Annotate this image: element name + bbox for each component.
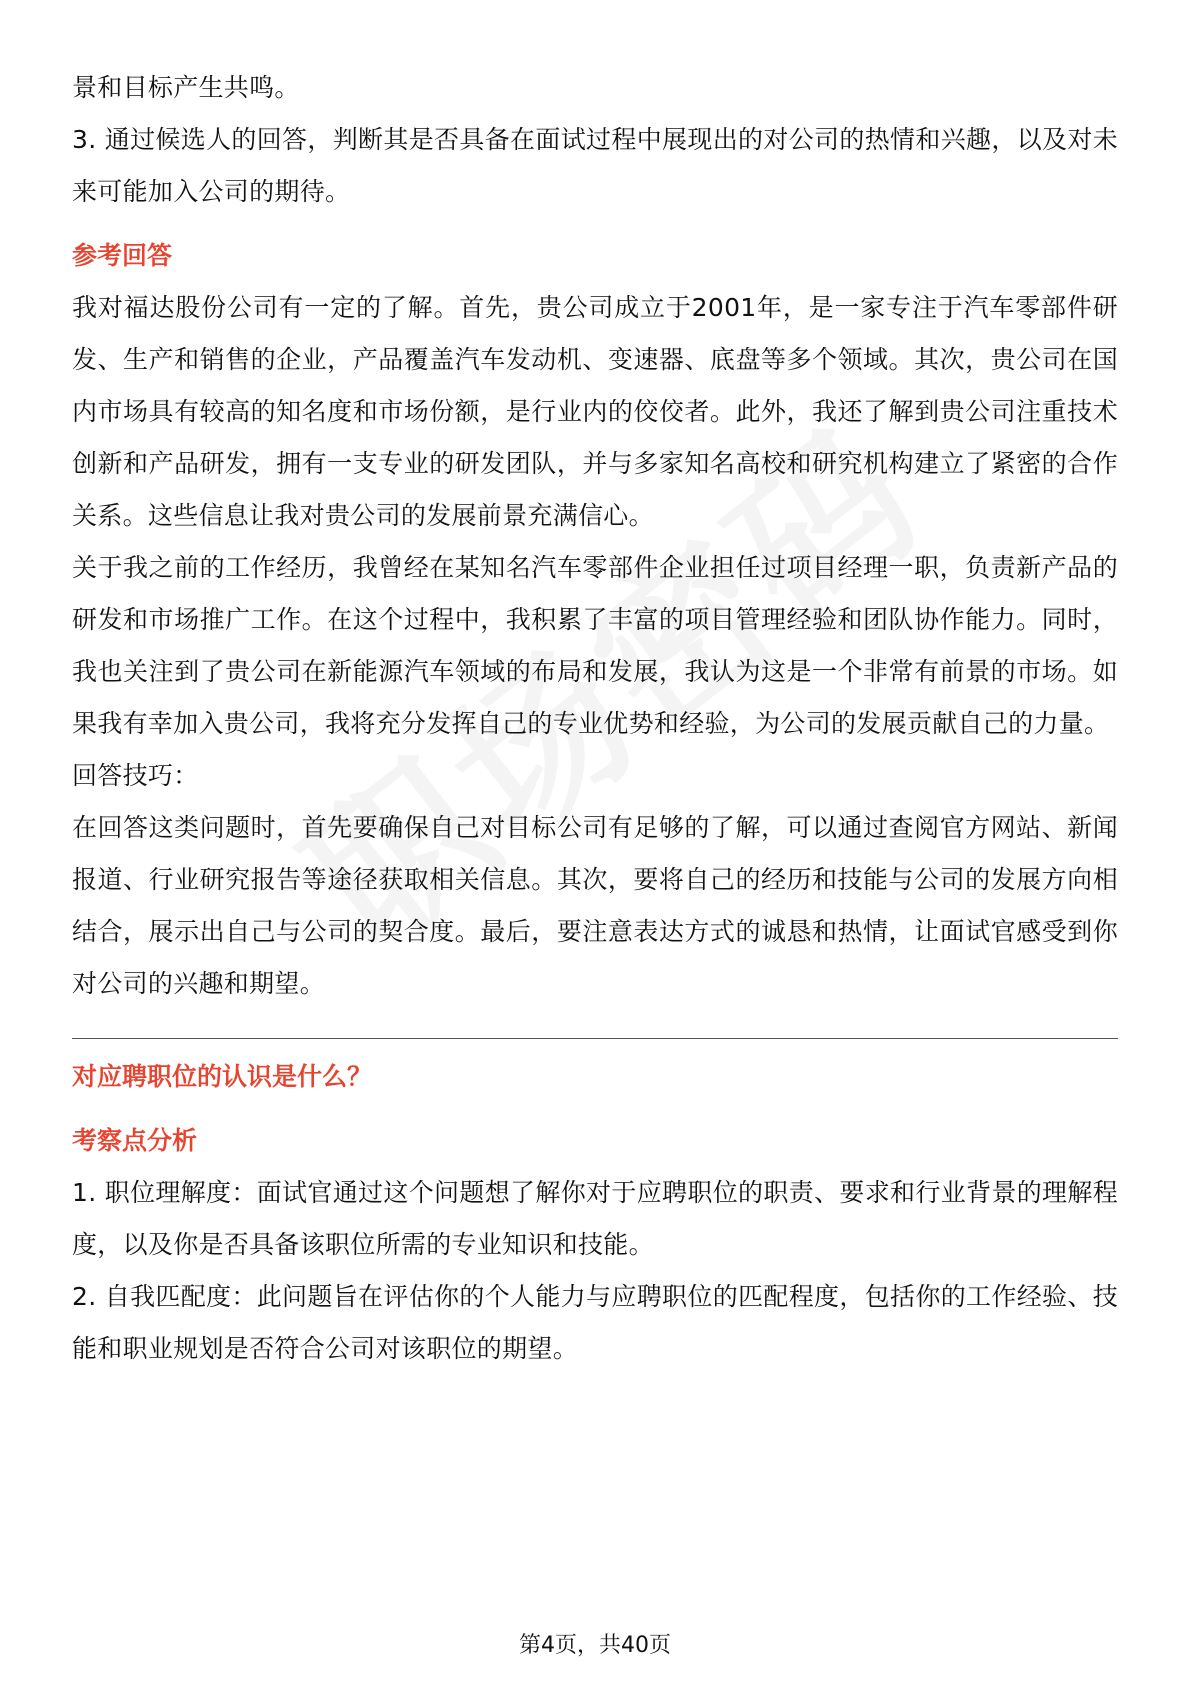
reference-answer-heading: 参考回答 xyxy=(72,241,173,270)
paragraph: 1. 职位理解度：面试官通过这个问题想了解你对于应聘职位的职责、要求和行业背景的理解程度，以及你是否具备该职位所需的专业知识和技能。 xyxy=(72,1178,1118,1259)
section-divider xyxy=(72,1038,1118,1039)
analysis-heading: 考察点分析 xyxy=(72,1126,198,1155)
paragraph: 在回答这类问题时，首先要确保自己对目标公司有足够的了解，可以通过查阅官方网站、新闻报道、行业研究报告等途径获取相关信息。其次，要将自己的经历和技能与公司的发展方向相结合，展示出自己与公司的契合度。最后，要注意表达方式的诚恳和热情，让面试官感受到你对公司的兴趣和期望。 xyxy=(72,813,1118,998)
paragraph: 2. 自我匹配度：此问题旨在评估你的个人能力与应聘职位的匹配程度，包括你的工作经验、技能和职业规划是否符合公司对该职位的期望。 xyxy=(72,1282,1118,1363)
paragraph: 关于我之前的工作经历，我曾经在某知名汽车零部件企业担任过项目经理一职，负责新产品的研发和市场推广工作。在这个过程中，我积累了丰富的项目管理经验和团队协作能力。同时，我也关注到了贵公司在新能源汽车领域的布局和发展，我认为这是一个非常有前景的市场。如果我有幸加入贵公司，我将充分发挥自己的专业优势和经验，为公司的发展贡献自己的力量。 xyxy=(72,553,1118,738)
paragraph: 回答技巧： xyxy=(72,761,199,790)
paragraph: 3. 通过候选人的回答，判断其是否具备在面试过程中展现出的对公司的热情和兴趣，以及对未来可能加入公司的期待。 xyxy=(72,125,1118,206)
paragraph: 我对福达股份公司有一定的了解。首先，贵公司成立于2001年，是一家专注于汽车零部件研发、生产和销售的企业，产品覆盖汽车发动机、变速器、底盘等多个领域。其次，贵公司在国内市场具有较高的知名度和市场份额，是行业内的佼佼者。此外，我还了解到贵公司注重技术创新和产品研发，拥有一支专业的研发团队，并与多家知名高校和研究机构建立了紧密的合作关系。这些信息让我对贵公司的发展前景充满信心。 xyxy=(72,293,1118,530)
paragraph: 景和目标产生共鸣。 xyxy=(72,73,300,102)
page-footer: 第4页，共40页 xyxy=(519,1633,671,1658)
question-heading: 对应聘职位的认识是什么？ xyxy=(72,1062,373,1091)
document-page xyxy=(72,62,1118,1375)
